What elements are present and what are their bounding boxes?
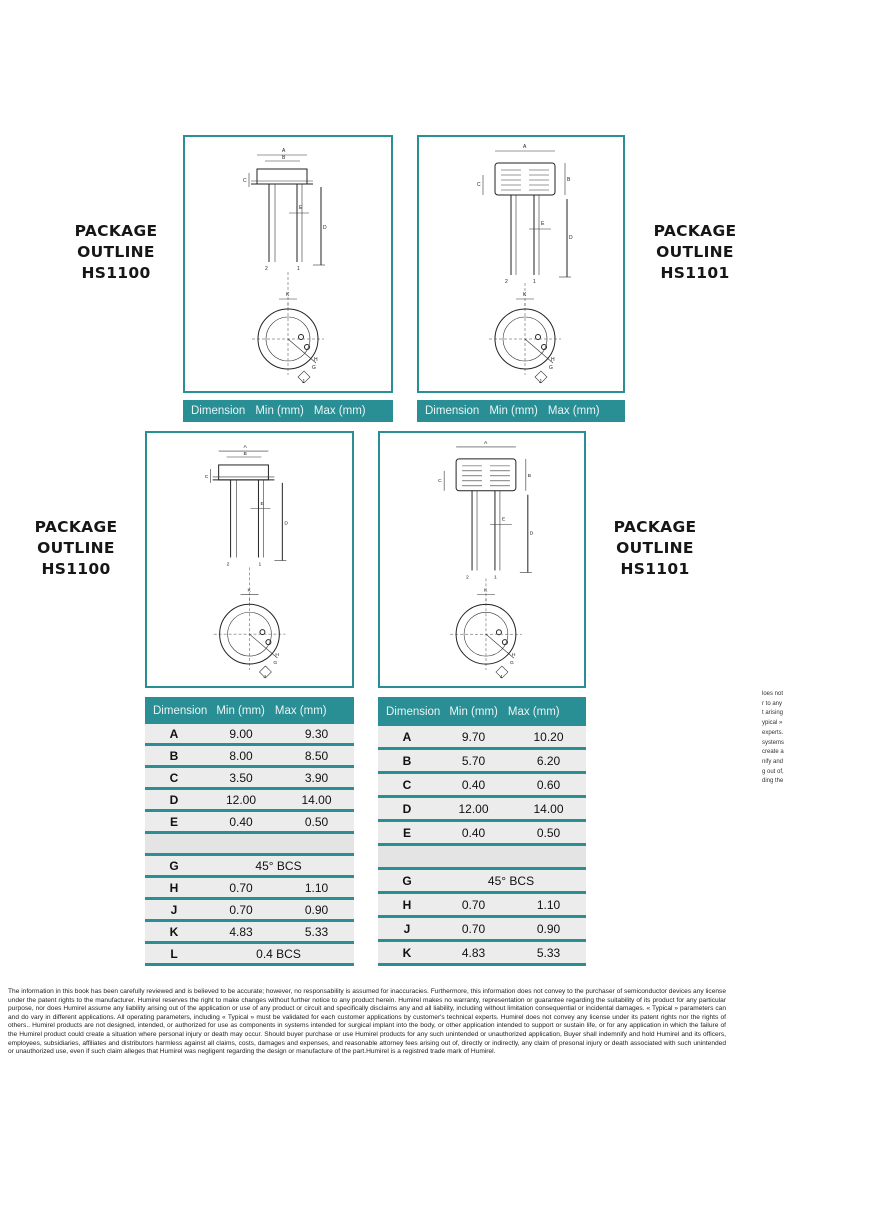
max-cell: 1.10 — [511, 894, 586, 918]
header-min: Min (mm) — [449, 705, 498, 718]
table-row — [378, 870, 586, 894]
dimension-table-hs1100 — [145, 724, 354, 966]
angle-line — [250, 634, 278, 658]
dimension-letter: E — [501, 516, 506, 523]
dimension-letter: A — [243, 445, 247, 451]
hs1100-outline-drawing — [185, 137, 391, 391]
dimension-letter: B — [282, 155, 286, 161]
dimension-cell: K — [378, 942, 436, 966]
max-cell: 8.50 — [279, 746, 354, 768]
label-line: HS1101 — [620, 560, 690, 578]
label-line: PACKAGE — [74, 222, 158, 240]
dimension-letter: E — [299, 205, 303, 211]
dimension-letter: K — [483, 587, 488, 594]
dimension-cell: A — [145, 724, 203, 746]
dimension-letter: 1 — [258, 562, 262, 568]
table-header-hs1101-top — [417, 400, 625, 422]
dimension-letter: D — [529, 530, 534, 537]
dimension-cell: C — [378, 774, 436, 798]
dimension-letter: C — [477, 182, 481, 188]
dimension-letter: A — [483, 439, 488, 446]
side-text-line: g out of, — [762, 768, 784, 775]
header-max: Max (mm) — [313, 405, 366, 417]
min-cell: 8.00 — [203, 746, 279, 768]
min-cell: 4.83 — [203, 922, 279, 944]
label-line: PACKAGE — [653, 222, 737, 240]
dimension-letter: H — [275, 653, 279, 659]
dimension-letter: K — [247, 588, 251, 594]
table-row — [378, 726, 586, 750]
package-label-hs1100-bottom — [26, 517, 126, 580]
dimension-letter: G — [549, 365, 553, 371]
table-header-hs1100 — [145, 697, 354, 724]
label-line: PACKAGE — [34, 518, 118, 536]
angle-line — [486, 634, 514, 658]
dimension-cell: K — [145, 922, 203, 944]
table-row — [378, 774, 586, 798]
table-row — [145, 746, 354, 768]
min-cell: 0.70 — [436, 918, 511, 942]
dimension-letter: J — [499, 674, 503, 681]
min-cell: 0.40 — [436, 822, 511, 846]
dimension-letter: 2 — [505, 279, 508, 285]
side-text-line: experts. — [762, 729, 784, 736]
package-label-hs1100-top — [66, 221, 166, 284]
side-text-line: t arising — [762, 710, 784, 717]
dimension-cell: H — [378, 894, 436, 918]
dimension-letter: C — [204, 474, 209, 480]
side-text-line: create a — [762, 749, 784, 756]
min-cell: 0.4 BCS — [203, 944, 354, 966]
label-line: OUTLINE — [656, 243, 734, 261]
hs1100-outline-drawing — [147, 433, 352, 686]
dimension-letter: K — [523, 292, 527, 298]
header-dimension: Dimension — [425, 405, 480, 417]
table-row — [145, 812, 354, 834]
header-min: Min (mm) — [216, 704, 265, 717]
max-cell: 5.33 — [511, 942, 586, 966]
legal-disclaimer: The information in this book has been carefully reviewed and is believed to be accurate; however, no responsability is assumed for inaccuracies. Furthermore, this information does not convey to the purchaser of semiconductor devices any license under the patent rights to the manufacturer. Humirel reserves the right to make changes without further notice to any product herein. Humirel makes no warranty, representation or guarantee regarding the suitability of its product for any particular purpose, nor does Humirel assume any liability arising out of the application or use of any product or circuit and specifically disclaims any and all liability, including without limitation consequential or incidental damages. « Typical » parameters can and do vary in different applications. All operating parameters, including « Typical » must be validated for each customer applications by customer's technical experts. Humirel does not convey any license under its patent rights nor the rights of others.. Humirel products are not designed, intended, or authorized for use as components in systems intended for surgical implant into the body, or other application intended to support or sustain life, or for any application in which the failure of the Humirel product could create a situation where personal injury or death may occur. Should buyer purchase or use Humirel products for any such unintended or unauthorized application, Buyer shall indemnify and hold Humirel and its officers, employees, subsidiaries, affiliates and distributors harmless against all claims, costs, damages and expenses, and reasonable attorney fees arising out of, directly or indirectly, any claim of presonal injury or death associated with such unintended or unauthorized use, even if such claim alleges that Humirel was negligent regarding the design or manufacture of the part.Humirel is a registred trade mark of Humirel. — [8, 988, 726, 1056]
header-dimension: Dimension — [386, 705, 441, 718]
table-row — [145, 768, 354, 790]
dimension-letter: A — [523, 144, 527, 150]
dimension-cell: J — [145, 900, 203, 922]
min-cell: 5.70 — [436, 750, 511, 774]
max-cell: 14.00 — [279, 790, 354, 812]
dimension-cell: A — [378, 726, 436, 750]
header-dimension: Dimension — [153, 704, 208, 717]
max-cell: 0.90 — [511, 918, 586, 942]
dimension-letter: G — [312, 365, 316, 371]
side-text-line: ding the — [762, 778, 784, 785]
header-max: Max (mm) — [507, 705, 560, 718]
min-cell: 9.00 — [203, 724, 279, 746]
min-cell: 0.70 — [203, 900, 279, 922]
max-cell: 0.90 — [279, 900, 354, 922]
table-row — [145, 790, 354, 812]
dimension-letter: D — [569, 235, 573, 241]
header-max: Max (mm) — [274, 704, 327, 717]
dimension-letter: 2 — [226, 562, 230, 568]
dimension-letter: 1 — [493, 574, 497, 581]
drawing-frame-hs1100-bottom — [145, 431, 354, 688]
table-row — [145, 724, 354, 746]
header-min: Min (mm) — [255, 405, 304, 417]
table-row — [378, 822, 586, 846]
table-row — [378, 918, 586, 942]
dimension-letter: B — [527, 472, 532, 479]
max-cell: 14.00 — [511, 798, 586, 822]
package-label-hs1101-top — [645, 221, 745, 284]
header-dimension: Dimension — [191, 405, 246, 417]
table-row — [378, 798, 586, 822]
dimension-cell: J — [378, 918, 436, 942]
header-max: Max (mm) — [547, 405, 600, 417]
max-cell: 0.50 — [511, 822, 586, 846]
dimension-letter: J — [302, 379, 305, 385]
dimension-cell: D — [145, 790, 203, 812]
table-row-blank — [145, 834, 354, 856]
dimension-cell: G — [378, 870, 436, 894]
dimension-letter: E — [541, 221, 545, 227]
label-line: PACKAGE — [613, 518, 697, 536]
min-cell — [436, 846, 511, 870]
table-row — [378, 750, 586, 774]
max-cell: 0.60 — [511, 774, 586, 798]
dimension-letter: 2 — [466, 574, 469, 581]
side-text-line: loes not — [762, 691, 784, 697]
dimension-letter: B — [567, 177, 571, 183]
angle-line — [288, 339, 316, 363]
table-row — [145, 878, 354, 900]
max-cell: 9.30 — [279, 724, 354, 746]
header-min: Min (mm) — [489, 405, 538, 417]
min-cell: 45° BCS — [436, 870, 586, 894]
hs1101-outline-drawing — [380, 433, 584, 686]
drawing-frame-hs1101-top — [417, 135, 625, 393]
dimension-letter: J — [539, 379, 542, 385]
table-row — [145, 900, 354, 922]
can-body — [219, 465, 269, 480]
pin-hole — [496, 630, 501, 635]
max-cell — [511, 846, 586, 870]
label-line: HS1101 — [660, 264, 730, 282]
table-header-hs1101 — [378, 697, 586, 726]
max-cell: 1.10 — [279, 878, 354, 900]
dimension-letter: 1 — [533, 279, 536, 285]
min-cell: 4.83 — [436, 942, 511, 966]
dimension-cell: B — [378, 750, 436, 774]
label-line: HS1100 — [81, 264, 151, 282]
package-label-hs1101-bottom — [605, 517, 705, 580]
min-cell: 45° BCS — [203, 856, 354, 878]
label-line: OUTLINE — [37, 539, 115, 557]
table-row — [145, 944, 354, 966]
dimension-letter: D — [284, 521, 288, 527]
dimension-letter: A — [282, 148, 286, 154]
dimension-cell: C — [145, 768, 203, 790]
hs1101-outline-drawing — [419, 137, 623, 391]
max-cell: 6.20 — [511, 750, 586, 774]
dimension-letter: H — [314, 357, 318, 363]
min-cell — [203, 834, 279, 856]
max-cell: 10.20 — [511, 726, 586, 750]
dimension-cell: L — [145, 944, 203, 966]
dimension-cell — [378, 846, 436, 870]
dimension-letter: J — [263, 674, 266, 680]
side-text-line: r to any — [762, 700, 783, 707]
label-line: HS1100 — [41, 560, 111, 578]
min-cell: 9.70 — [436, 726, 511, 750]
clipped-side-text — [762, 690, 794, 787]
dimension-letter: E — [260, 501, 264, 507]
min-cell: 12.00 — [203, 790, 279, 812]
dimension-cell: H — [145, 878, 203, 900]
dimension-cell: D — [378, 798, 436, 822]
max-cell: 5.33 — [279, 922, 354, 944]
dimension-letter: G — [273, 660, 278, 666]
table-row — [378, 894, 586, 918]
table-row-blank — [378, 846, 586, 870]
dimension-letter: H — [511, 652, 516, 659]
can-body — [257, 169, 307, 184]
min-cell: 0.70 — [436, 894, 511, 918]
side-text-line: nify and — [762, 758, 784, 765]
max-cell: 0.50 — [279, 812, 354, 834]
table-row — [145, 856, 354, 878]
dimension-letter: 1 — [297, 266, 300, 272]
min-cell: 12.00 — [436, 798, 511, 822]
label-line: OUTLINE — [77, 243, 155, 261]
dimension-cell: G — [145, 856, 203, 878]
table-header-hs1100-top — [183, 400, 393, 422]
side-text-line: systems — [762, 739, 785, 746]
min-cell: 0.70 — [203, 878, 279, 900]
side-text-line: ypical » — [762, 720, 783, 727]
label-line: OUTLINE — [616, 539, 694, 557]
dimension-cell: E — [378, 822, 436, 846]
table-row — [378, 942, 586, 966]
dimension-cell — [145, 834, 203, 856]
dimension-letter: C — [243, 178, 247, 184]
drawing-frame-hs1101-bottom — [378, 431, 586, 688]
dimension-letter: D — [323, 225, 327, 231]
dimension-letter: 2 — [265, 266, 268, 272]
min-cell: 0.40 — [203, 812, 279, 834]
min-cell: 0.40 — [436, 774, 511, 798]
table-row — [145, 922, 354, 944]
max-cell: 3.90 — [279, 768, 354, 790]
dimension-letter: G — [509, 660, 514, 667]
dimension-letter: H — [551, 357, 555, 363]
dimension-letter: C — [438, 477, 442, 484]
angle-line — [525, 339, 553, 363]
dimension-cell: B — [145, 746, 203, 768]
dimension-cell: E — [145, 812, 203, 834]
min-cell: 3.50 — [203, 768, 279, 790]
dimension-letter: B — [243, 452, 247, 458]
dimension-letter: K — [286, 292, 290, 298]
dimension-table-hs1101 — [378, 726, 586, 966]
max-cell — [279, 834, 354, 856]
drawing-frame-hs1100-top — [183, 135, 393, 393]
